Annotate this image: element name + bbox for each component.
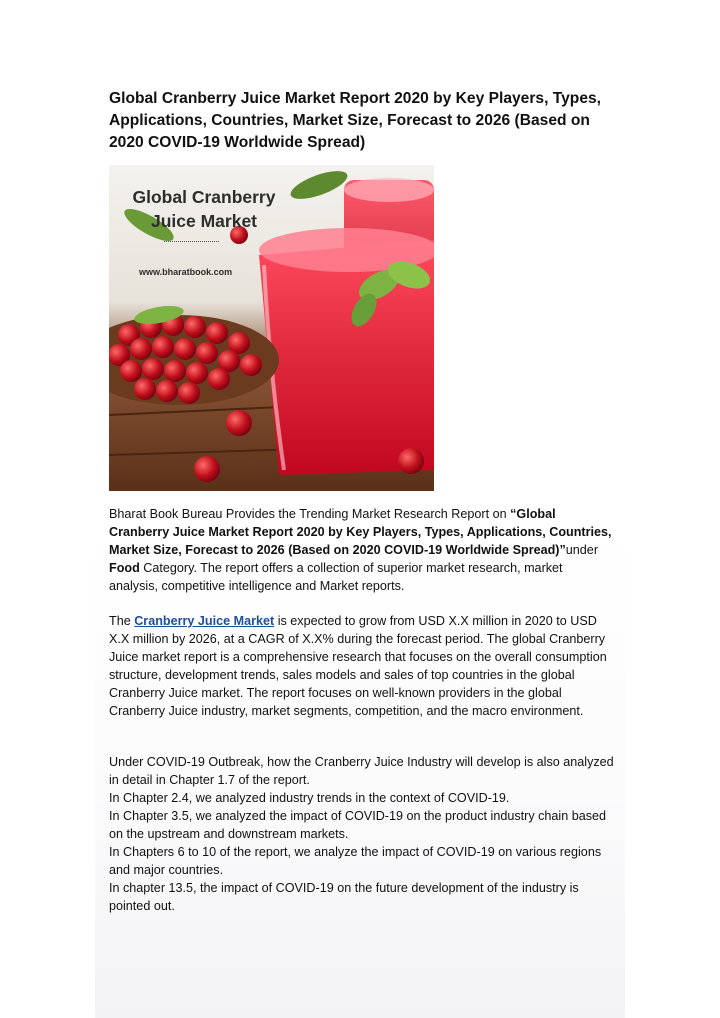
intro-under: under <box>565 543 599 557</box>
hero-title-line1: Global Cranberry <box>132 187 276 207</box>
market-text: is expected to grow from USD X.X million in 2020 to USD X.X million by 2026, at a CAGR of X.X% during the forecast period. The global Cranberry Juice market report is a comprehensive research that focuses on the overall consumption structure, development trends, sales models and sales of top countries in the global Cranberry Juice market. The report focuses on well-known providers in the global Cranberry Juice industry, market segments, competition, and the macro environment. <box>109 614 607 718</box>
market-paragraph <box>109 612 614 720</box>
covid-line-4: In Chapters 6 to 10 of the report, we analyze the impact of COVID-19 on various regions and major countries. <box>109 845 602 877</box>
intro-paragraph <box>109 505 614 595</box>
hero-image <box>109 165 434 491</box>
intro-rest: Category. The report offers a collection of superior market research, market analysis, competitive intelligence and Market reports. <box>109 561 563 593</box>
hero-title <box>119 185 289 233</box>
page-title: Global Cranberry Juice Market Report 2020 by Key Players, Types, Applications, Countries, Market Size, Forecast to 2026 (Based on 2020 COVID-19 Worldwide Spread) <box>109 90 601 151</box>
hero-url: www.bharatbook.com <box>139 267 233 277</box>
covid-line-5: In chapter 13.5, the impact of COVID-19 on the future development of the industry is pointed out. <box>109 881 579 913</box>
intro-category: Food <box>109 561 140 575</box>
hero-divider <box>164 241 219 242</box>
intro-lead: Bharat Book Bureau Provides the Trending Market Research Report on <box>109 507 511 521</box>
market-prefix: The <box>109 614 135 628</box>
covid-line-2: In Chapter 2.4, we analyzed industry trends in the context of COVID-19. <box>109 791 510 805</box>
cranberry-juice-market-link[interactable]: Cranberry Juice Market <box>134 614 275 628</box>
covid-paragraph <box>109 753 614 915</box>
covid-line-1: Under COVID-19 Outbreak, how the Cranberry Juice Industry will develop is also analyzed in detail in Chapter 1.7 of the report. <box>109 755 614 787</box>
covid-line-3: In Chapter 3.5, we analyzed the impact of COVID-19 on the product industry chain based on the upstream and downstream markets. <box>109 809 607 841</box>
hero-title-line2: Juice Market <box>150 211 258 231</box>
intro-report-name: “Global Cranberry Juice Market Report 2020 by Key Players, Types, Applications, Countries, Market Size, Forecast to 2026 (Based on 2020 COVID-19 Worldwide Spread)” <box>109 507 612 557</box>
